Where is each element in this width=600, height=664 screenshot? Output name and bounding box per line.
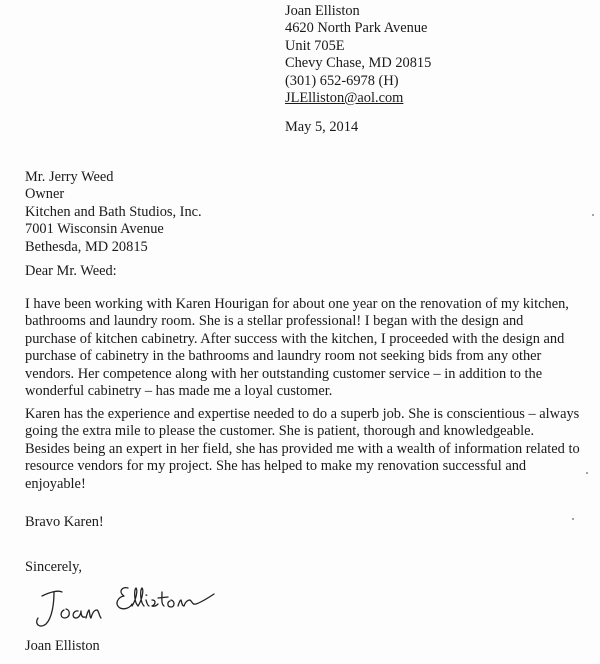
recipient-street: 7001 Wisconsin Avenue: [25, 221, 164, 238]
sender-name: Joan Elliston: [285, 3, 360, 19]
paragraph-line: I have been working with Karen Hourigan for about one year on the renovation of my kitchen,: [25, 296, 569, 312]
paragraph-line: purchase of cabinetry in the bathrooms and laundry room not seeking bids from any other: [25, 348, 542, 365]
sender-city-state-zip: Chevy Chase, MD 20815: [285, 55, 432, 72]
paragraph-line: enjoyable!: [25, 475, 86, 492]
paragraph-line: wonderful cabinetry – has made me a loyal customer.: [25, 382, 333, 399]
recipient-title: Owner: [25, 186, 65, 203]
recipient-company: Kitchen and Bath Studios, Inc.: [25, 203, 202, 220]
recipient-name: Mr. Jerry Weed: [25, 169, 114, 185]
recipient-address-block: [25, 169, 202, 256]
sender-address-block: [285, 3, 431, 107]
sender-phone: (301) 652-6978 (H): [285, 72, 399, 89]
paragraph-line: resource vendors for my project. She has helped to make my renovation successful and: [25, 458, 527, 475]
bravo-line: Bravo Karen!: [25, 514, 104, 530]
paragraph-line: going the extra mile to please the customer. She is patient, thorough and knowledgeable.: [25, 423, 535, 440]
body-paragraph-2: [25, 406, 600, 493]
typed-name: Joan Elliston: [25, 638, 100, 654]
scan-speck: [586, 472, 588, 474]
paragraph-line: bathrooms and laundry room. She is a stellar professional! I began with the design and: [25, 313, 524, 330]
handwritten-signature: [28, 574, 228, 634]
letter-date: May 5, 2014: [285, 119, 359, 135]
salutation: Dear Mr. Weed:: [25, 263, 117, 279]
paragraph-line: vendors. Her competence along with her outstanding customer service – in addition to the: [25, 365, 543, 382]
recipient-city-state-zip: Bethesda, MD 20815: [25, 238, 148, 255]
sender-street: 4620 North Park Avenue: [285, 20, 428, 37]
scan-speck: [572, 518, 574, 520]
body-paragraph-1: [25, 296, 600, 400]
paragraph-line: purchase of kitchen cabinetry. After success with the kitchen, I proceeded with the design and: [25, 330, 565, 347]
scan-speck: [592, 214, 594, 216]
closing: Sincerely,: [25, 559, 83, 575]
paragraph-line: Besides being an expert in her field, she has provided me with a wealth of information related to: [25, 440, 580, 457]
paragraph-line: Karen has the experience and expertise needed to do a superb job. She is conscientious – always: [25, 406, 580, 422]
sender-unit: Unit 705E: [285, 37, 345, 54]
sender-email[interactable]: JLElliston@aol.com: [285, 89, 404, 106]
